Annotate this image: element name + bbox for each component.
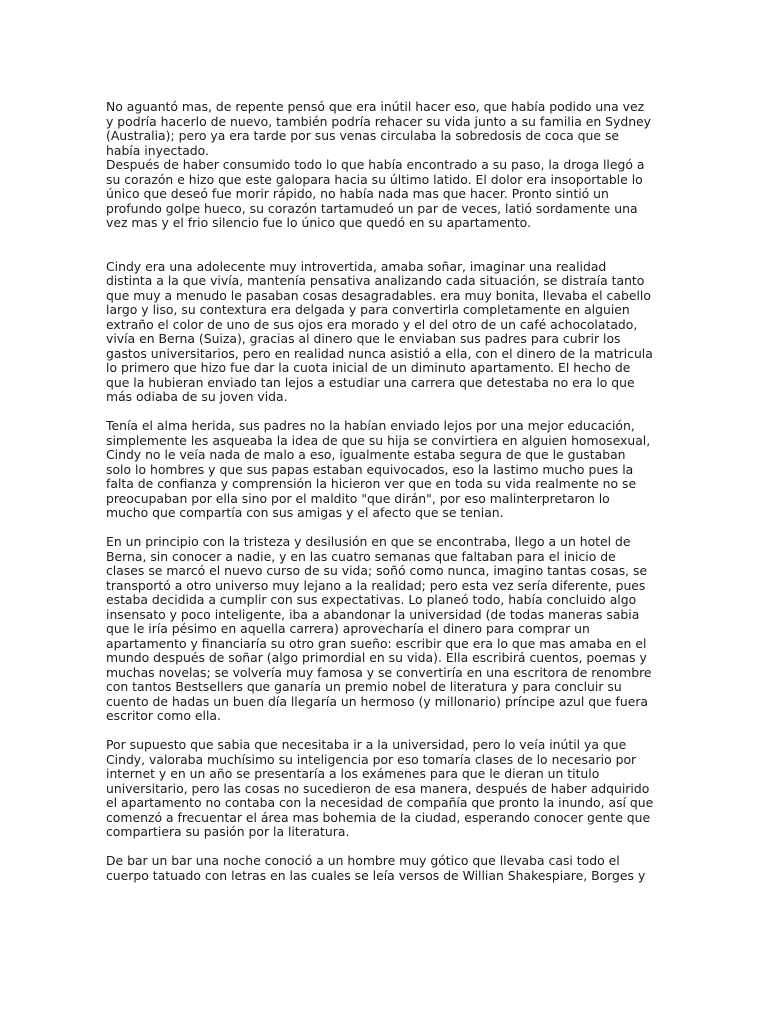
document-page [106, 100, 666, 883]
paragraph-bern-plans: En un principio con la tristeza y desilusión en que se encontraba, llego a un hotel de Berna, sin conocer a nadie, y en las cuatro semanas que faltaban para el inicio de clases se marcó el nuevo curso de su vida; soñó como nunca, imagino tantas cosas, se transportó a otro universo muy lejano a la realidad; pero esta vez sería diferente, pues estaba decidida a cumplir con sus expectativas. Lo planeó todo, había concluido algo insensato y poco inteligente, iba a abandonar la universidad (de todas maneras sabia que le iría pésimo en aquella carrera) aprovecharía el dinero para comprar un apartamento y financiaría su otro gran sueño: escribir que era lo que mas amaba en el mundo después de soñar (algo primordial en su vida). Ella escribirá cuentos, poemas y muchas novelas; se volvería muy famosa y se convertiría en una escritora de renombre con tantos Bestsellers que ganaría un premio nobel de literatura y para concluir su cuento de hadas un buen día llegaría un hermoso (y millonario) príncipe azul que fuera escritor como ella. [106, 534, 652, 723]
paragraph-spacer [106, 724, 666, 739]
paragraph-overdose: No aguantó mas, de repente pensó que era inútil hacer eso, que había podido una vez y podría hacerlo de nuevo, también podría rehacer su vida junto a su familia en Sydney (Australia); pero ya era tarde por sus venas circulaba la sobredosis de coca que se había inyectado. Después de haber consumido todo lo que había encontrado a su paso, la droga llegó a su corazón e hizo que este galopara hacia su último latido. El dolor era insoportable lo único que deseó fue morir rápido, no había nada mas que hacer. Pronto sintió un profundo golpe hueco, su corazón tartamudeó un par de veces, latió sordamente una vez mas y el frio silencio fue lo único que quedó en su apartamento. [106, 99, 652, 230]
paragraph-spacer [106, 405, 666, 420]
paragraph-spacer [106, 231, 666, 260]
paragraph-spacer [106, 840, 666, 855]
paragraph-spacer [106, 521, 666, 536]
paragraph-university: Por supuesto que sabia que necesitaba ir a la universidad, pero lo veía inútil ya que Cindy, valoraba muchísimo su inteligencia por eso tomaría clases de lo necesario por internet y en un año se presentaría a los exámenes para que le dieran un titulo universitario, pero las cosas no sucedieron de esa manera, después de haber adquirido el apartamento no contaba con la necesidad de compañía que pronto la inundo, así que comenzó a frecuentar el área mas bohemia de la ciudad, esperando conocer gente que compartiera su pasión por la literatura. [106, 737, 654, 839]
paragraph-cindy-intro: Cindy era una adolecente muy introvertida, amaba soñar, imaginar una realidad distinta a la que vivía, mantenía pensativa analizando cada situación, se distraía tanto que muy a menudo le pasaban cosas desagradables. era muy bonita, llevaba el cabello largo y liso, su contextura era delgada y para convertirla completamente en alguien extraño el color de uno de sus ojos era morado y el del otro de un café achocolatado, vivía en Berna (Suiza), gracias al dinero que le enviaban sus padres para cubrir los gastos universitarios, pero en realidad nunca asistió a ella, con el dinero de la matricula lo primero que hizo fue dar la cuota inicial de un diminuto apartamento. El hecho de que la hubieran enviado tan lejos a estudiar una carrera que detestaba no era lo que más odiaba de su joven vida. [106, 258, 653, 404]
paragraph-gothic-man: De bar un bar una noche conoció a un hombre muy gótico que llevaba casi todo el cuerpo tatuado con letras en las cuales se leía versos de Willian Shakespiare, Borges y [106, 853, 646, 883]
paragraph-wounded-soul: Tenía el alma herida, sus padres no la habían enviado lejos por una mejor educación, simplemente les asqueaba la idea de que su hija se convirtiera en alguien homosexual, Cindy no le veía nada de malo a eso, igualmente estaba segura de que le gustaban solo lo hombres y que sus papas estaban equivocados, eso la lastimo mucho pues la falta de confianza y comprensión la hicieron ver que en toda su vida realmente no se preocupaban por ella sino por el maldito "que dirán", por eso malinterpretaron lo mucho que compartía con sus amigas y el afecto que se tenian. [106, 418, 651, 520]
